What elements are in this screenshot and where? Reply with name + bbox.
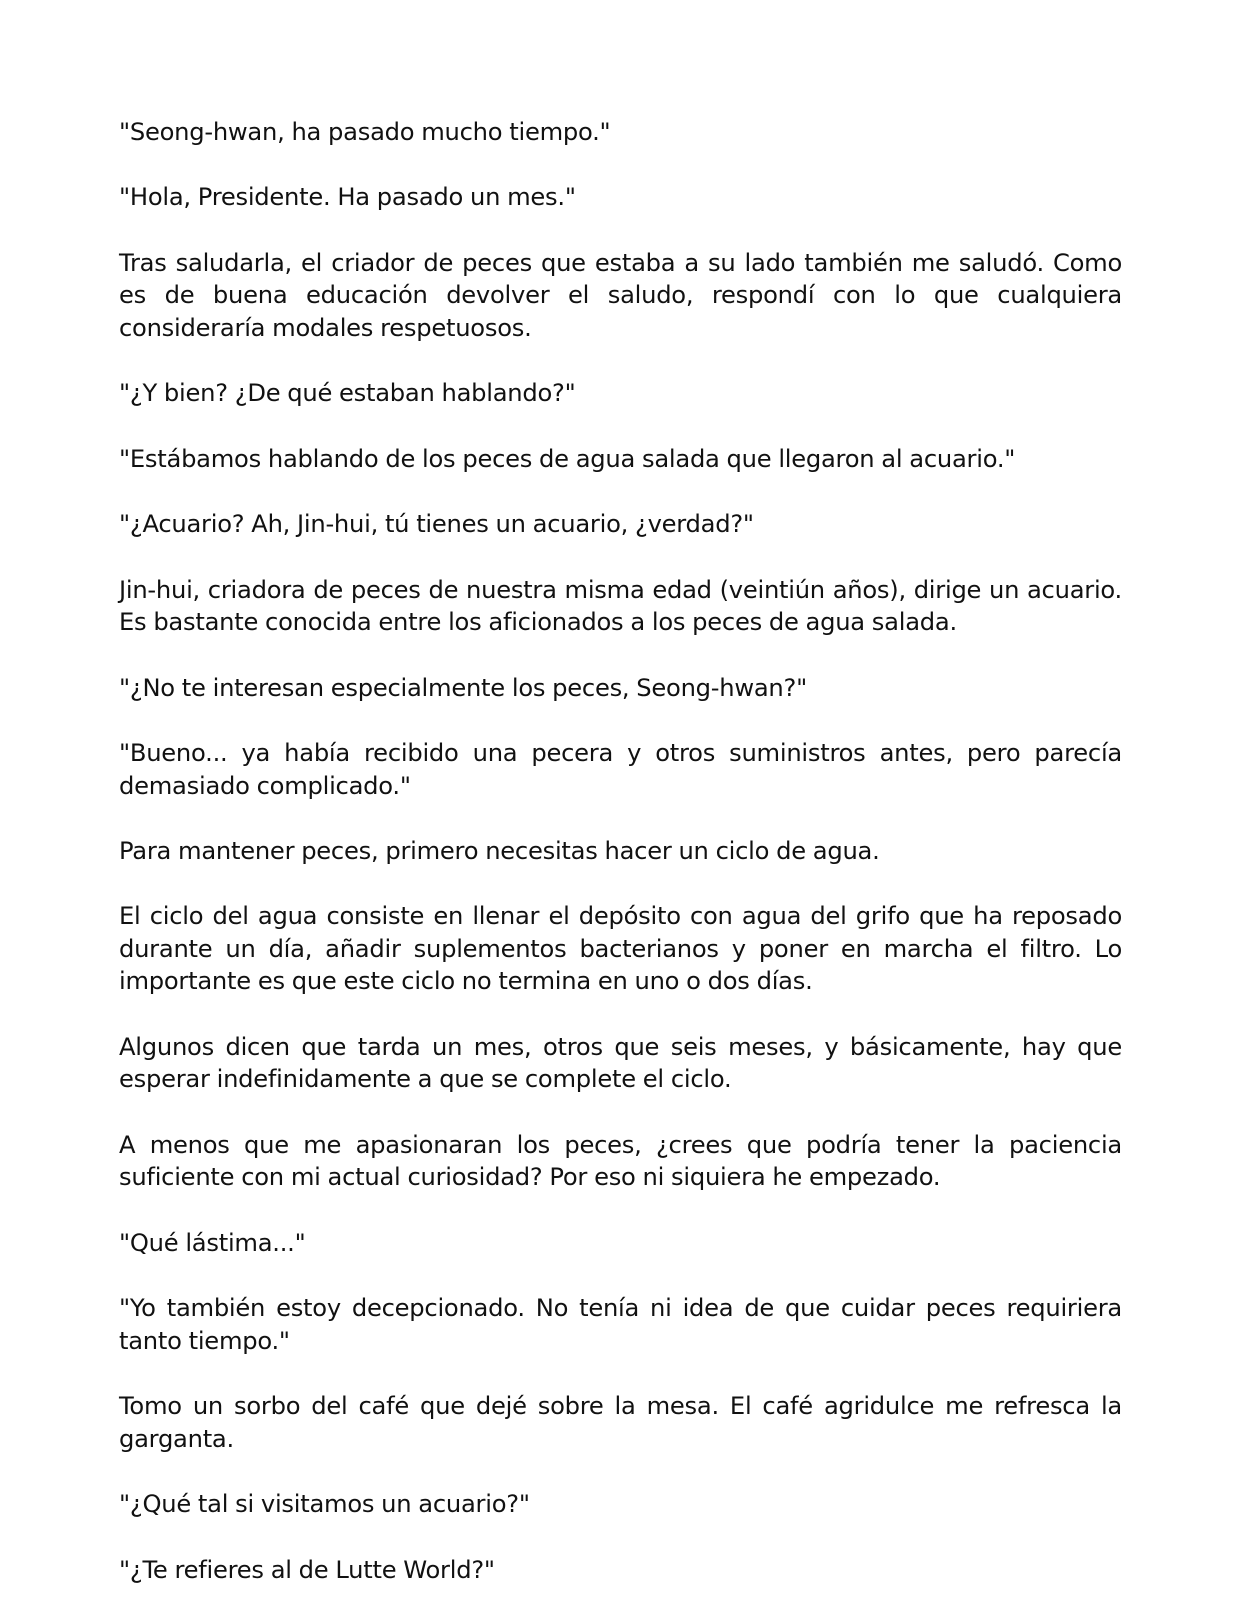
paragraph-9: "Bueno... ya había recibido una pecera y otros suministros antes, pero parecía demasiado complicado." xyxy=(119,738,1122,800)
paragraph-14: "Qué lástima..." xyxy=(119,1228,306,1257)
paragraph-2: "Hola, Presidente. Ha pasado un mes." xyxy=(119,183,576,212)
paragraph-6: "¿Acuario? Ah, Jin-hui, tú tienes un acuario, ¿verdad?" xyxy=(119,510,754,539)
paragraph-18: "¿Te refieres al de Lutte World?" xyxy=(119,1555,495,1584)
paragraph-17: "¿Qué tal si visitamos un acuario?" xyxy=(119,1490,530,1519)
paragraph-11: El ciclo del agua consiste en llenar el depósito con agua del grifo que ha reposado durante un día, añadir suplementos bacterianos y poner en marcha el filtro. Lo importante es que este ciclo no termina en uno o dos días. xyxy=(119,902,1122,996)
paragraph-12: Algunos dicen que tarda un mes, otros que seis meses, y básicamente, hay que esperar indefinidamente a que se complete el ciclo. xyxy=(119,1032,1122,1094)
paragraph-7: Jin-hui, criadora de peces de nuestra misma edad (veintiún años), dirige un acuario. Es bastante conocida entre los aficionados a los peces de agua salada. xyxy=(119,575,1122,637)
paragraph-16: Tomo un sorbo del café que dejé sobre la mesa. El café agridulce me refresca la garganta. xyxy=(119,1392,1122,1453)
paragraph-13: A menos que me apasionaran los peces, ¿crees que podría tener la paciencia suficiente con mi actual curiosidad? Por eso ni siquiera he empezado. xyxy=(119,1130,1122,1192)
paragraph-4: "¿Y bien? ¿De qué estaban hablando?" xyxy=(119,379,576,408)
document-page xyxy=(119,116,1122,1586)
paragraph-5: "Estábamos hablando de los peces de agua salada que llegaron al acuario." xyxy=(119,444,1016,473)
paragraph-8: "¿No te interesan especialmente los peces, Seong-hwan?" xyxy=(119,673,807,702)
paragraph-10: Para mantener peces, primero necesitas hacer un ciclo de agua. xyxy=(119,836,880,865)
paragraph-15: "Yo también estoy decepcionado. No tenía ni idea de que cuidar peces requiriera tanto tiempo." xyxy=(119,1294,1122,1355)
paragraph-1: "Seong-hwan, ha pasado mucho tiempo." xyxy=(119,118,611,146)
paragraph-3: Tras saludarla, el criador de peces que estaba a su lado también me saludó. Como es de buena educación devolver el saludo, respondí con lo que cualquiera consideraría modales respetuosos. xyxy=(119,248,1122,342)
